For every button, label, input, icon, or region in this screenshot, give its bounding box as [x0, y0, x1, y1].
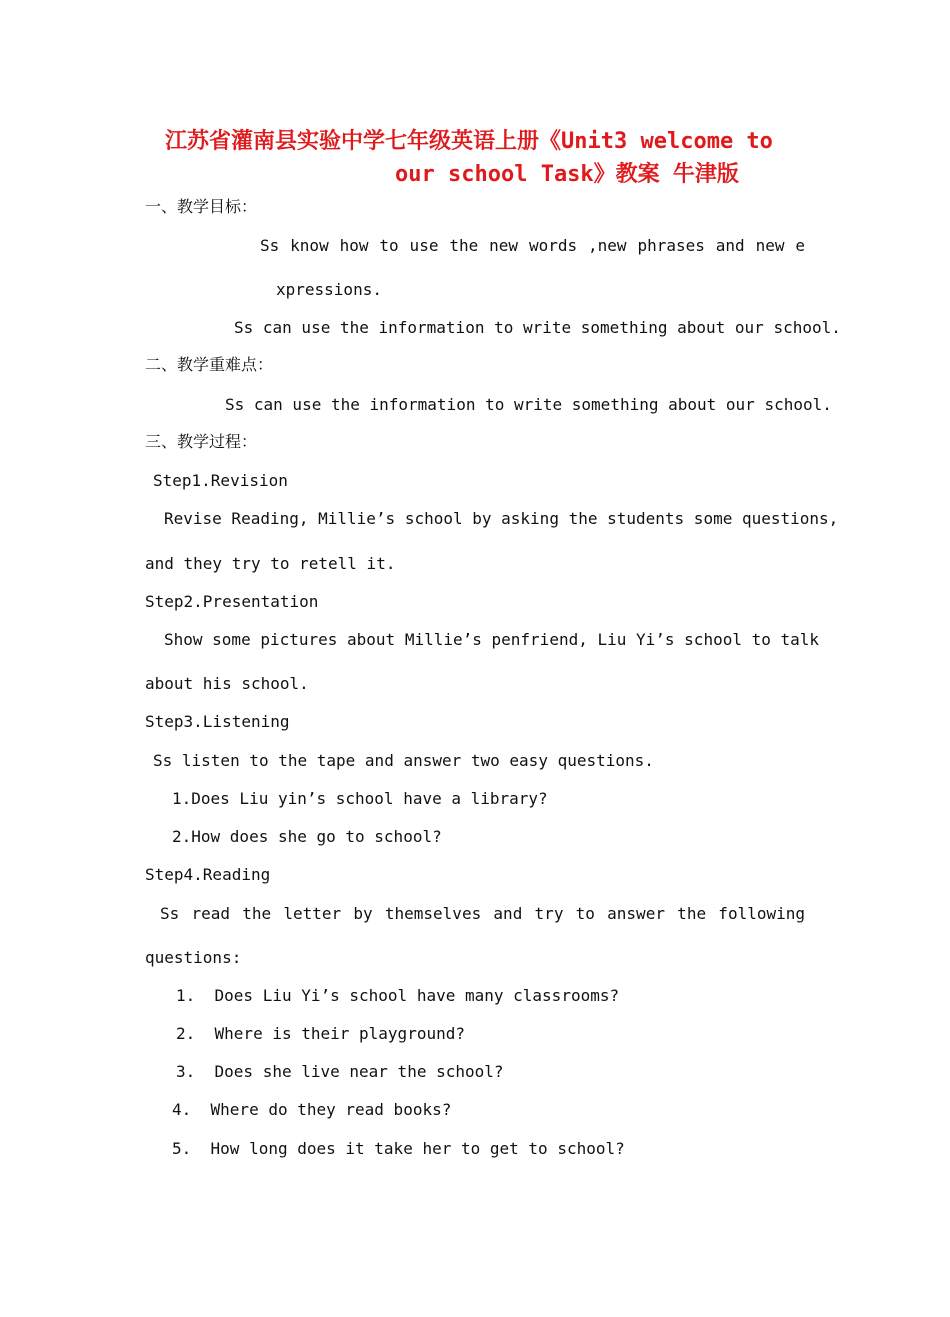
objective-1-line-2: xpressions.	[276, 280, 382, 299]
step4-question-2: 2. Where is their playground?	[176, 1024, 465, 1043]
document-title-line-1: 江苏省灌南县实验中学七年级英语上册《Unit3 welcome to	[165, 129, 773, 154]
section-heading-key-points: 二、教学重难点：	[145, 355, 274, 374]
step4-text-line-1: Ss read the letter by themselves and try to answer the following	[160, 904, 805, 923]
step1-text-line-1: Revise Reading, Millie’s school by asking the students some questions,	[164, 509, 839, 528]
key-point-text: Ss can use the information to write something about our school.	[225, 395, 832, 414]
step2-text-line-1: Show some pictures about Millie’s penfriend, Liu Yi’s school to talk	[164, 630, 820, 649]
step4-question-5: 5. How long does it take her to get to school?	[172, 1139, 625, 1158]
objective-1-line-1: Ss know how to use the new words ,new phrases and new e	[260, 236, 805, 255]
section-heading-objectives: 一、教学目标：	[145, 197, 258, 216]
step2-label: Step2.Presentation	[145, 592, 319, 611]
step4-question-3: 3. Does she live near the school?	[176, 1062, 504, 1081]
step3-question-1: 1.Does Liu yin’s school have a library?	[172, 789, 548, 808]
step4-text-line-2: questions:	[145, 948, 242, 967]
step1-label: Step1.Revision	[153, 471, 288, 490]
step4-question-1: 1. Does Liu Yi’s school have many classrooms?	[176, 986, 620, 1005]
document-title-line-2: our school Task》教案 牛津版	[395, 162, 739, 187]
step3-label: Step3.Listening	[145, 712, 290, 731]
step2-text-line-2: about his school.	[145, 674, 309, 693]
step4-question-4: 4. Where do they read books?	[172, 1100, 452, 1119]
step4-label: Step4.Reading	[145, 865, 271, 884]
step3-intro: Ss listen to the tape and answer two easy questions.	[153, 751, 654, 770]
section-heading-process: 三、教学过程：	[145, 432, 258, 451]
step3-question-2: 2.How does she go to school?	[172, 827, 442, 846]
objective-2: Ss can use the information to write something about our school.	[234, 318, 841, 337]
step1-text-line-2: and they try to retell it.	[145, 554, 396, 573]
